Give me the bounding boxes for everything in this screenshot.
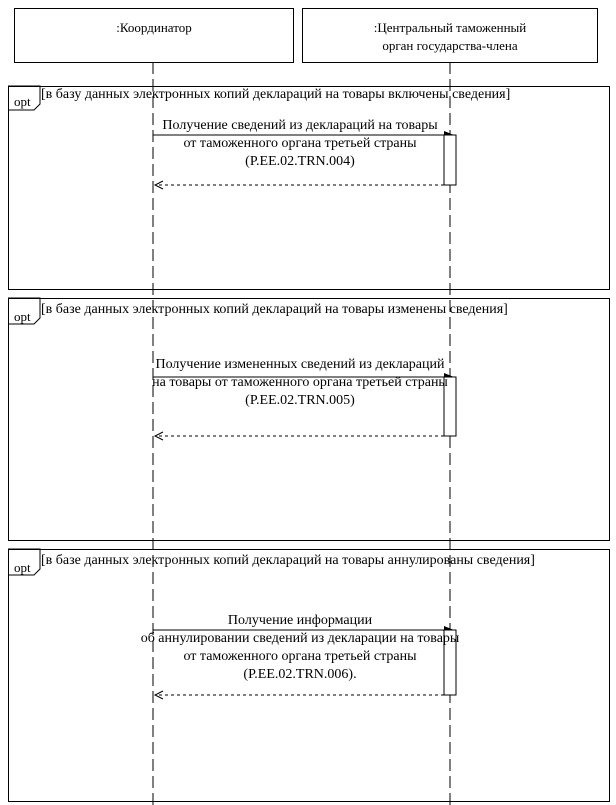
opt-operator-label-3: opt: [14, 560, 31, 575]
participant-customs-label: :Центральный таможенный орган государства-члена: [373, 20, 527, 53]
message-1-line-1: Получение сведений из деклараций на товары: [162, 118, 438, 133]
participant-customs: [302, 8, 598, 63]
opt-tag-shape-2: [8, 298, 40, 324]
message-3-line-1: Получение информации: [227, 613, 373, 628]
guard-condition-2: [в базе данных электронных копий деклараций на товары изменены сведения]: [41, 302, 508, 317]
opt-tag-shape-1: [8, 86, 40, 110]
opt-operator-label-2: opt: [14, 309, 31, 324]
message-2-line-1: Получение измененных сведений из деклараций: [155, 357, 445, 372]
opt-tag-shape-3: [8, 549, 40, 575]
guard-condition-3: [в базе данных электронных копий деклараций на товары аннулированы сведения]: [41, 553, 535, 568]
opt-operator-label-1: opt: [14, 94, 31, 109]
guard-condition-1: [в базу данных электронных копий деклараций на товары включены сведения]: [41, 87, 511, 102]
message-1-line-3: (P.EE.02.TRN.004): [245, 154, 355, 169]
message-2-line-2: на товары от таможенного органа третьей страны: [152, 375, 448, 390]
message-3-line-4: (P.EE.02.TRN.006).: [243, 667, 357, 682]
message-label-1: [140, 117, 460, 171]
message-1-line-2: от таможенного органа третьей страны: [183, 136, 417, 151]
message-label-2: [120, 356, 480, 410]
message-3-line-2: об аннулировании сведений из декларации на товары: [140, 631, 460, 646]
message-2-line-3: (P.EE.02.TRN.005): [245, 393, 355, 408]
message-label-3: [110, 612, 490, 684]
participant-coordinator-label: :Координатор: [116, 20, 192, 35]
message-3-line-3: от таможенного органа третьей страны: [183, 649, 417, 664]
participant-coordinator: [14, 8, 294, 63]
